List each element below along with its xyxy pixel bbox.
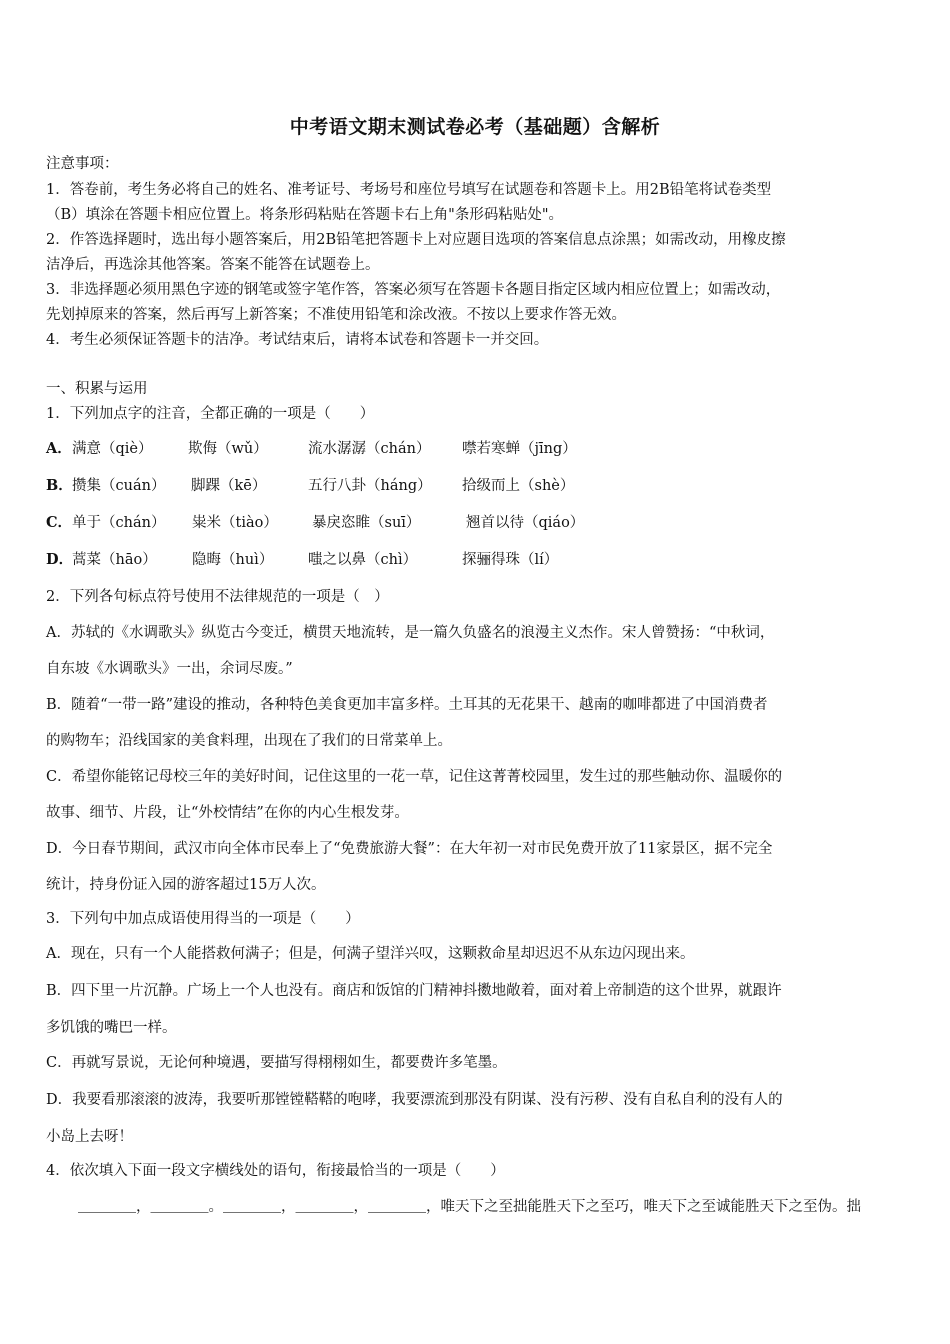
question-1-stem: 1．下列加点字的注音，全都正确的一项是（ ） — [46, 406, 375, 422]
question-2-text: 统计，持身份证入园的游客超过15万人次。 — [46, 877, 326, 893]
question-2-text: B．随着“一带一路”建设的推动，各种特色美食更加丰富多样。土耳其的无花果干、越南的咖啡都进了中国消费者 — [46, 697, 768, 713]
option-label: A． — [46, 440, 72, 457]
notice-line: 3．非选择题必须用黑色字迹的钢笔或签字笔作答，答案必须写在答题卡各题目指定区域内相应位置上；如需改动， — [46, 282, 781, 298]
option-item: 噤若寒蝉（jīng） — [462, 441, 577, 457]
option-item: 脚踝（kē） — [191, 478, 267, 494]
question-3-text: B．四下里一片沉静。广场上一个人也没有。商店和饭馆的门精神抖擞地敞着，面对着上帝制造的这个世界，就跟许 — [46, 983, 782, 999]
question-2-text: 故事、细节、片段，让“外校情结”在你的内心生根发芽。 — [46, 805, 409, 821]
question-4-text: ＿＿＿＿，＿＿＿＿。＿＿＿＿，＿＿＿＿，＿＿＿＿，唯天下之至拙能胜天下之至巧，唯天下之至诚能胜天下之至伪。拙 — [78, 1199, 861, 1215]
option-item: 粜米（tiào） — [192, 515, 278, 531]
option-item: 暴戾恣睢（suī） — [312, 515, 421, 531]
option-item: 五行八卦（háng） — [308, 478, 432, 494]
question-3-text: 小岛上去呀！ — [46, 1129, 133, 1145]
notice-line: 4．考生必须保证答题卡的洁净。考试结束后，请将本试卷和答题卡一并交回。 — [46, 332, 549, 348]
question-3-text: D．我要看那滚滚的波涛，我要听那镗镗鞳鞳的咆哮，我要漂流到那没有阴谋、没有污秽、没有自私自利的没有人的 — [46, 1092, 783, 1108]
question-2-stem: 2．下列各句标点符号使用不法律规范的一项是（ ） — [46, 589, 389, 605]
question-3-text: A．现在，只有一个人能搭救何满子；但是，何满子望洋兴叹，这颗救命星却迟迟不从东边闪现出来。 — [46, 946, 695, 962]
notice-line: 先划掉原来的答案，然后再写上新答案；不准使用铅笔和涂改液。不按以上要求作答无效。 — [46, 307, 626, 323]
question-2-text: 自东坡《水调歌头》一出，余词尽废。” — [46, 661, 293, 677]
question-2-text: D．今日春节期间，武汉市向全体市民奉上了“免费旅游大餐”：在大年初一对市民免费开放了11家景区，据不完全 — [46, 841, 773, 857]
option-item: 探骊得珠（lí） — [462, 552, 559, 568]
notice-heading: 注意事项： — [46, 156, 119, 172]
option-item: 蒿菜（hāo） — [72, 552, 157, 568]
option-item: 流水潺潺（chán） — [308, 441, 431, 457]
option-label: B． — [46, 477, 73, 494]
option-item: 满意（qiè） — [72, 441, 153, 457]
section-heading: 一、积累与运用 — [46, 381, 148, 397]
option-item: 翘首以待（qiáo） — [466, 515, 585, 531]
question-2-text: A．苏轼的《水调歌头》纵览古今变迁，横贯天地流转，是一篇久负盛名的浪漫主义杰作。宋人曾赞扬：“中秋词， — [46, 625, 775, 641]
question-3-text: 多饥饿的嘴巴一样。 — [46, 1020, 177, 1036]
option-label: C． — [46, 514, 73, 531]
option-label: D． — [46, 551, 74, 568]
page-title: 中考语文期末测试卷必考（基础题）含解析 — [289, 116, 661, 138]
option-item: 单于（chán） — [72, 515, 166, 531]
question-3-stem: 3．下列句中加点成语使用得当的一项是（ ） — [46, 911, 360, 927]
option-item: 拾级而上（shè） — [462, 478, 575, 494]
notice-line: （B）填涂在答题卡相应位置上。将条形码粘贴在答题卡右上角"条形码粘贴处"。 — [46, 207, 563, 223]
notice-line: 1．答卷前，考生务必将自己的姓名、准考证号、考场号和座位号填写在试题卷和答题卡上。用2B铅笔将试卷类型 — [46, 182, 772, 198]
option-item: 攒集（cuán） — [72, 478, 166, 494]
notice-line: 2．作答选择题时，选出每小题答案后，用2B铅笔把答题卡上对应题目选项的答案信息点涂黑；如需改动，用橡皮擦 — [46, 232, 786, 248]
question-3-text: C．再就写景说，无论何种境遇，要描写得栩栩如生，都要费许多笔墨。 — [46, 1055, 507, 1071]
option-item: 嗤之以鼻（chì） — [308, 552, 418, 568]
option-item: 欺侮（wǔ） — [188, 441, 268, 457]
question-2-text: C．希望你能铭记母校三年的美好时间，记住这里的一花一草，记住这菁菁校园里，发生过的那些触动你、温暖你的 — [46, 769, 783, 785]
notice-line: 洁净后，再选涂其他答案。答案不能答在试题卷上。 — [46, 257, 380, 273]
question-2-text: 的购物车；沿线国家的美食料理，出现在了我们的日常菜单上。 — [46, 733, 452, 749]
question-4-stem: 4．依次填入下面一段文字横线处的语句，衔接最恰当的一项是（ ） — [46, 1163, 505, 1179]
option-item: 隐晦（huì） — [192, 552, 274, 568]
